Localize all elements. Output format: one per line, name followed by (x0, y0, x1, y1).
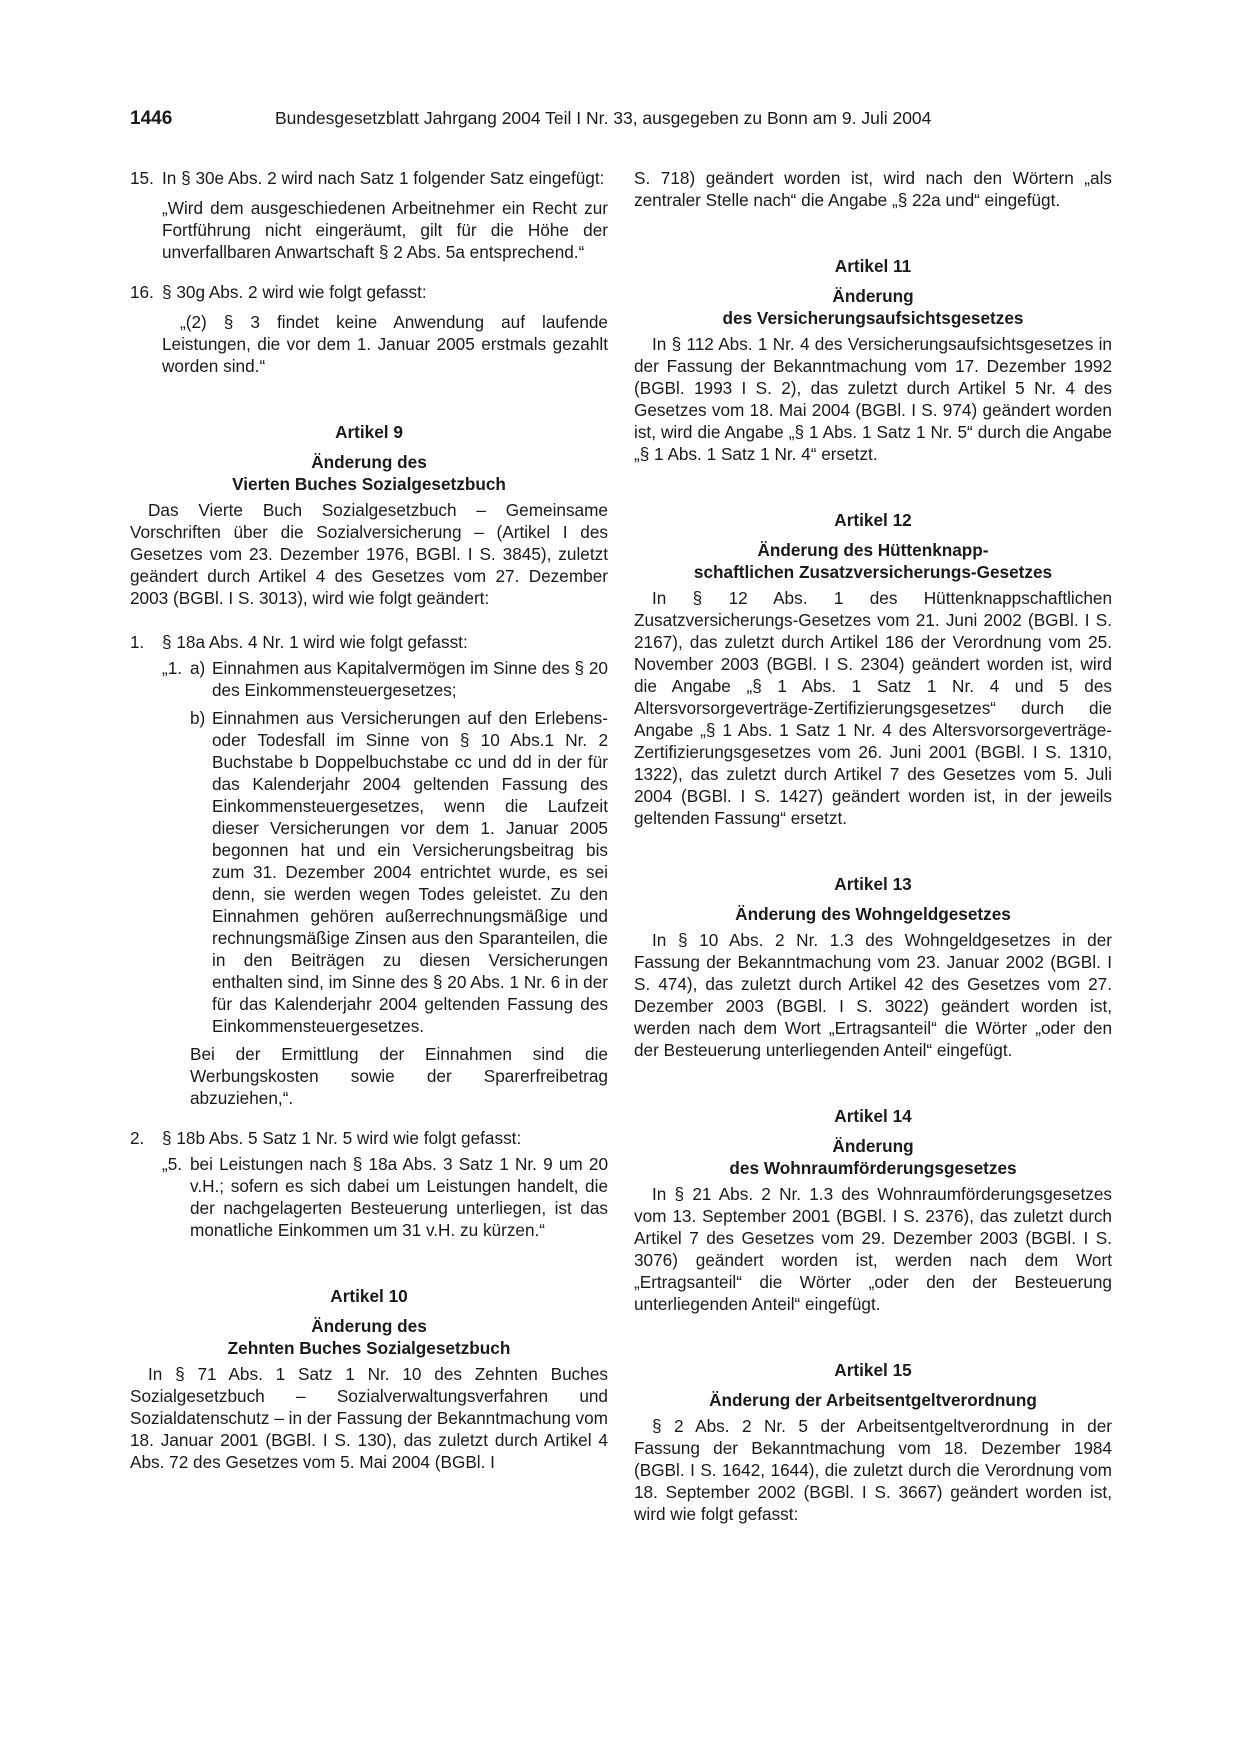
item-number: 1. (130, 632, 145, 652)
article-11 (634, 255, 1112, 465)
article-title: Änderung der Arbeitsentgeltverordnung (709, 1390, 1037, 1410)
article-text: In § 21 Abs. 2 Nr. 1.3 des Wohnraumförderungsgesetzes vom 13. September 2001 (BGBl. I S. 2376), das zuletzt durch Artikel 7 des Gesetzes vom 29. Dezember 2003 (BGBl. I S. 3076) geändert worden ist, werden nach dem Wort „Ertragsanteil“ die Wörter „oder den der Besteuerung unterliegenden Anteil“ eingefügt. (634, 1184, 1112, 1314)
right-column (634, 167, 1112, 1525)
sub-label: b) (190, 708, 206, 728)
sub-text: bei Leistungen nach § 18a Abs. 3 Satz 1 Nr. 9 um 20 v.H.; sofern es sich dabei um Leistungen handelt, die der nachgelagerten Besteuerung unterliegen, ist das monatliche Einkommen um 31 v.H. zu kürzen.“ (190, 1154, 608, 1240)
page-number: 1446 (130, 108, 173, 129)
item-text: § 30g Abs. 2 wird wie folgt gefasst: (162, 282, 427, 302)
quote-prefix: „5. (162, 1154, 183, 1174)
quote-prefix: „1. (162, 658, 183, 678)
continued-text: S. 718) geändert worden ist, wird nach den Wörtern „als zentraler Stelle nach“ die Angabe „§ 22a und“ eingefügt. (634, 168, 1112, 210)
article-title: Änderung des (311, 1316, 427, 1336)
article-title: schaftlichen Zusatzversicherungs-Gesetzes (693, 562, 1053, 582)
article-13 (634, 873, 1112, 1061)
quoted-provision (162, 657, 608, 1109)
list-item (130, 631, 608, 653)
article-text: In § 112 Abs. 1 Nr. 4 des Versicherungsaufsichtsgesetzes in der Fassung der Bekanntmachung vom 17. Dezember 1992 (BGBl. 1993 I S. 2), das zuletzt durch Artikel 5 Nr. 4 des Gesetzes vom 18. Mai 2004 (BGBl. I S. 974) geändert worden ist, wird die Angabe „§ 1 Abs. 1 Satz 1 Nr. 5“ durch die Angabe „§ 1 Abs. 1 Satz 1 Nr. 4“ ersetzt. (634, 334, 1112, 464)
article-title: des Versicherungsaufsichtsgesetzes (722, 308, 1024, 328)
article-number: Artikel 14 (834, 1106, 912, 1126)
article-title: Änderung des (311, 452, 427, 472)
article-number: Artikel 10 (330, 1286, 408, 1306)
article-title: Zehnten Buches Sozialgesetzbuch (227, 1338, 511, 1358)
article-text: In § 12 Abs. 1 des Hüttenknappschaftlichen Zusatzversicherungs-Gesetzes vom 21. Juni 2002 (BGBl. I S. 2167), das zuletzt durch Artikel 186 der Verordnung vom 25. November 2003 (BGBl. I S. 2304) geändert worden ist, wird die Angabe „§ 1 Abs. 1 Satz 1 Nr. 4 und 5 des Altersvorsorgeverträge-Zertifizierungsgesetzes“ durch die Angabe „§ 1 Abs. 1 Satz 1 Nr. 4 des Altersvorsorgeverträge-Zertifizierungsgesetzes vom 26. Juni 2001 (BGBl. I S. 1310, 1322), das zuletzt durch Artikel 7 des Gesetzes vom 5. Juli 2004 (BGBl. I S. 1427) geändert worden ist, in der jeweils geltenden Fassung“ ersetzt. (634, 588, 1112, 828)
item-15 (130, 167, 608, 263)
item-number: 2. (130, 1128, 145, 1148)
article-title: Änderung des Wohngeldgesetzes (735, 904, 1011, 924)
article-title: Vierten Buches Sozialgesetzbuch (232, 474, 506, 494)
page-header (0, 108, 1244, 132)
item-16 (130, 281, 608, 377)
article-number: Artikel 15 (834, 1360, 912, 1380)
header-title: Bundesgesetzblatt Jahrgang 2004 Teil I Nr. 33, ausgegeben zu Bonn am 9. Juli 2004 (275, 108, 932, 128)
quoted-text: „(2) § 3 findet keine Anwendung auf laufende Leistungen, die vor dem 1. Januar 2005 erstmals gezahlt worden sind.“ (162, 312, 608, 376)
sub-label: a) (190, 658, 206, 678)
article-title: Änderung (832, 286, 914, 306)
article-title: Änderung des Hüttenknapp- (757, 540, 989, 560)
article-14 (634, 1105, 1112, 1315)
item-number: 15. (130, 168, 154, 188)
quoted-text: „Wird dem ausgeschiedenen Arbeitnehmer ein Recht zur Fortführung nicht eingeräumt, gilt für die Höhe der unverfallbaren Anwartschaft § 2 Abs. 5a entsprechend.“ (162, 198, 608, 262)
article-number: Artikel 12 (834, 510, 912, 530)
closing-text: Bei der Ermittlung der Einnahmen sind die Werbungskosten sowie der Sparerfreibetrag abzuziehen,“. (190, 1044, 608, 1108)
article-text: § 2 Abs. 2 Nr. 5 der Arbeitsentgeltverordnung in der Fassung der Bekanntmachung vom 18. Dezember 1984 (BGBl. I S. 1642, 1644), die zuletzt durch die Verordnung vom 18. September 2002 (BGBl. I S. 3667) geändert worden ist, wird wie folgt gefasst: (634, 1416, 1112, 1524)
item-text: In § 30e Abs. 2 wird nach Satz 1 folgender Satz eingefügt: (162, 168, 605, 188)
article-number: Artikel 11 (834, 256, 912, 276)
article-title: Änderung (832, 1136, 914, 1156)
item-text: § 18b Abs. 5 Satz 1 Nr. 5 wird wie folgt gefasst: (162, 1128, 522, 1148)
item-text: § 18a Abs. 4 Nr. 1 wird wie folgt gefasst: (162, 632, 468, 652)
article-number: Artikel 9 (335, 422, 403, 442)
article-number: Artikel 13 (834, 874, 912, 894)
article-title: des Wohnraumförderungsgesetzes (729, 1158, 1017, 1178)
article-intro: Das Vierte Buch Sozialgesetzbuch – Gemeinsame Vorschriften über die Sozialversicherung – (Artikel I des Gesetzes vom 23. Dezember 1976, BGBl. I S. 3845), zuletzt geändert durch Artikel 4 des Gesetzes vom 27. Dezember 2003 (BGBl. I S. 3013), wird wie folgt geändert: (130, 500, 608, 608)
article-text: In § 71 Abs. 1 Satz 1 Nr. 10 des Zehnten Buches Sozialgesetzbuch – Sozialverwaltungsverfahren und Sozialdatenschutz – in der Fassung der Bekanntmachung vom 18. Januar 2001 (BGBl. I S. 130), das zuletzt durch Artikel 4 Abs. 72 des Gesetzes vom 5. Mai 2004 (BGBl. I (130, 1364, 608, 1472)
article-12 (634, 509, 1112, 829)
article-9 (130, 421, 608, 1241)
sub-text: Einnahmen aus Versicherungen auf den Erlebens- oder Todesfall im Sinne von § 10 Abs.1 Nr. 2 Buchstabe b Doppelbuchstabe cc und dd in der für das Kalenderjahr 2004 geltenden Fassung des Einkommensteuergesetzes, wenn die Laufzeit dieser Versicherungen vor dem 1. Januar 2005 begonnen hat und ein Versicherungsbeitrag bis zum 31. Dezember 2004 entrichtet wurde, es sei denn, sie werden wegen Todes geleistet. Zu den Einnahmen gehören außerrechnungsmäßige und rechnungsmäßige Zinsen aus den Sparanteilen, die in den Beiträgen zu diesen Versicherungen enthalten sind, im Sinne des § 20 Abs. 1 Nr. 6 in der für das Kalenderjahr 2004 geltenden Fassung des Einkommensteuergesetzes. (212, 708, 608, 1036)
article-10 (130, 1285, 608, 1473)
left-column (130, 167, 608, 1473)
item-number: 16. (130, 282, 154, 302)
list-item (130, 1127, 608, 1149)
article-15 (634, 1359, 1112, 1525)
sub-text: Einnahmen aus Kapitalvermögen im Sinne des § 20 des Einkommensteuergesetzes; (212, 658, 608, 700)
quoted-provision (162, 1153, 608, 1241)
article-text: In § 10 Abs. 2 Nr. 1.3 des Wohngeldgesetzes in der Fassung der Bekanntmachung vom 23. Januar 2002 (BGBl. I S. 474), das zuletzt durch Artikel 42 des Gesetzes vom 27. Dezember 2003 (BGBl. I S. 3022) geändert worden ist, werden nach dem Wort „Ertragsanteil“ die Wörter „oder den der Besteuerung unterliegenden Anteil“ eingefügt. (634, 930, 1112, 1060)
